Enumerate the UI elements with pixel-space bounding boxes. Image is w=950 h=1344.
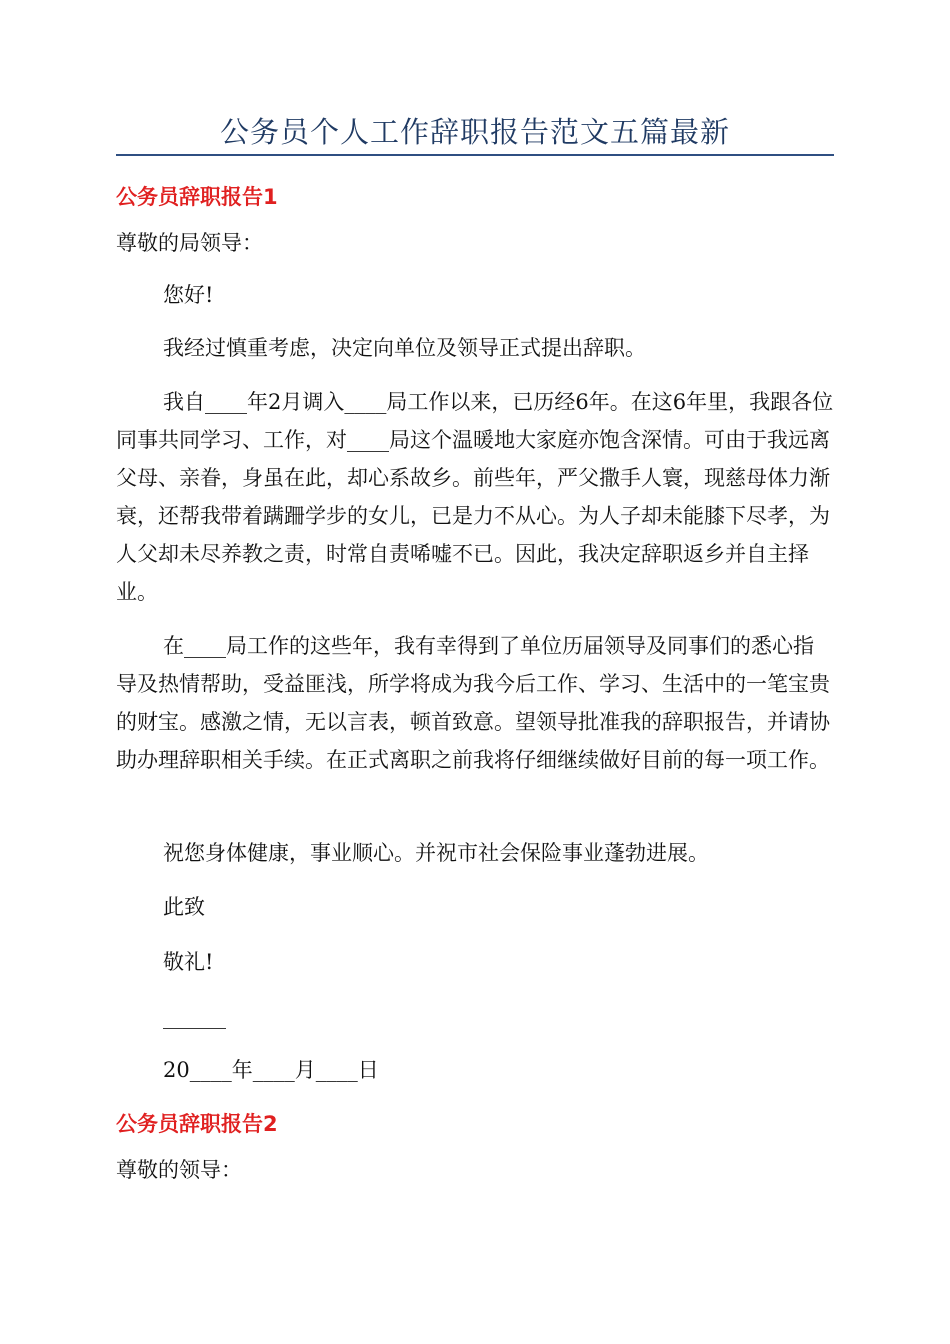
closing-line-1: 此致: [163, 895, 205, 919]
section-heading-2: 公务员辞职报告2: [116, 1112, 278, 1136]
paragraph-2: 我自____年2月调入____局工作以来，已历经6年。在这6年里，我跟各位同事共同学习、工作，对____局这个温暖地大家庭亦饱含深情。可由于我远离父母、亲眷，身虽在此，却心系故乡。前些年，严父撒手人寰，现慈母体力渐衰，还帮我带着蹒跚学步的女儿，已是力不从心。为人子却未能膝下尽孝，为人父却未尽养教之责，时常自责唏嘘不已。因此，我决定辞职返乡并自主择业。: [116, 390, 834, 604]
signature-line: ______: [163, 1005, 226, 1029]
section-heading-1: 公务员辞职报告1: [116, 185, 278, 209]
document-title: 公务员个人工作辞职报告范文五篇最新: [219, 115, 730, 149]
closing-line-2: 敬礼!: [163, 950, 214, 974]
greeting: 您好!: [163, 283, 214, 307]
paragraph-4: 祝您身体健康，事业顺心。并祝市社会保险事业蓬勃进展。: [163, 841, 709, 865]
paragraph-3: 在____局工作的这些年，我有幸得到了单位历届领导及同事们的悉心指导及热情帮助，受益匪浅，所学将成为我今后工作、学习、生活中的一笔宝贵的财宝。感激之情，无以言表，顿首致意。望领导批准我的辞职报告，并请协助办理辞职相关手续。在正式离职之前我将仔细继续做好目前的每一项工作。: [116, 634, 830, 772]
salutation-2: 尊敬的领导：: [116, 1158, 242, 1182]
salutation-1: 尊敬的局领导：: [116, 231, 263, 255]
title-underline: [116, 154, 834, 156]
paragraph-1: 我经过慎重考虑，决定向单位及领导正式提出辞职。: [163, 336, 646, 360]
date-line: 20____年____月____日: [163, 1058, 379, 1082]
